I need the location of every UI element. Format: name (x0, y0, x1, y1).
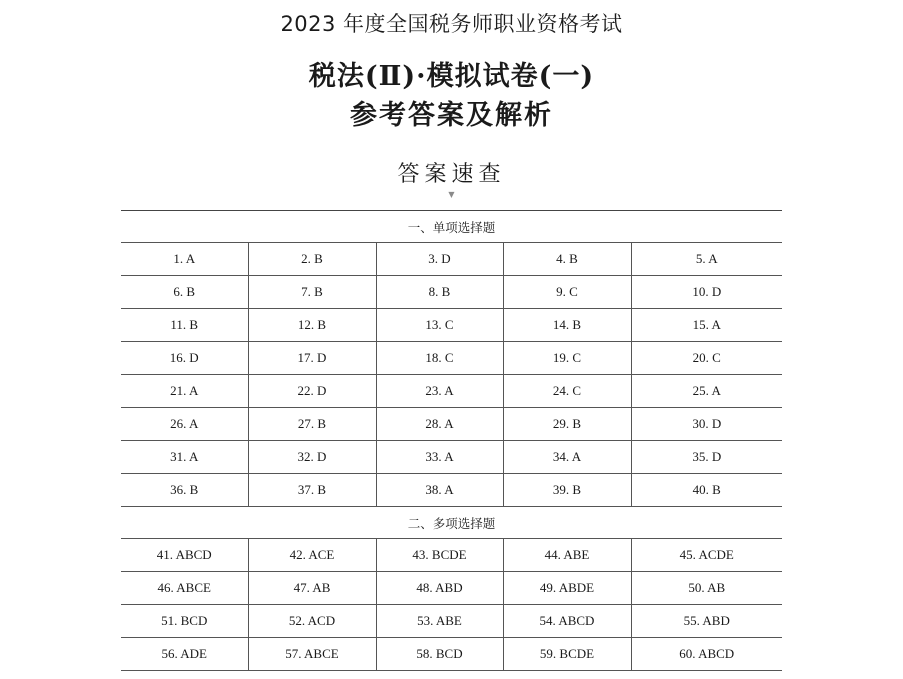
answer-cell: 33. A (376, 441, 503, 474)
answer-row (121, 408, 782, 441)
answer-cell: 29. B (503, 408, 631, 441)
answer-cell: 32. D (248, 441, 376, 474)
answer-cell: 36. B (121, 474, 248, 507)
answer-cell: 14. B (503, 309, 631, 342)
answer-cell: 2. B (248, 243, 376, 276)
answer-cell: 57. ABCE (248, 638, 376, 671)
answer-cell: 38. A (376, 474, 503, 507)
answer-cell: 13. C (376, 309, 503, 342)
answer-cell: 26. A (121, 408, 248, 441)
answer-cell: 4. B (503, 243, 631, 276)
quick-answer-heading: 答案速查 (397, 162, 506, 187)
answer-cell: 41. ABCD (121, 539, 248, 572)
answer-cell: 27. B (248, 408, 376, 441)
answer-cell: 45. ACDE (631, 539, 782, 572)
answer-cell: 5. A (631, 243, 782, 276)
answer-row (121, 605, 782, 638)
section-header-single-choice (121, 211, 782, 243)
answer-cell: 30. D (631, 408, 782, 441)
answer-cell: 54. ABCD (503, 605, 631, 638)
answer-row (121, 441, 782, 474)
answer-row (121, 243, 782, 276)
answer-row (121, 638, 782, 671)
answer-cell: 25. A (631, 375, 782, 408)
answer-table (121, 210, 782, 671)
answer-cell: 22. D (248, 375, 376, 408)
answer-row (121, 342, 782, 375)
answer-cell: 1. A (121, 243, 248, 276)
down-triangle-icon: ▼ (448, 190, 455, 199)
paper-title: 税法(Ⅱ)·模拟试卷(一) (308, 61, 595, 92)
answer-row (121, 474, 782, 507)
answer-cell: 15. A (631, 309, 782, 342)
answer-cell: 10. D (631, 276, 782, 309)
answer-cell: 42. ACE (248, 539, 376, 572)
paper-subtitle: 参考答案及解析 (350, 100, 553, 131)
answer-cell: 40. B (631, 474, 782, 507)
answer-cell: 53. ABE (376, 605, 503, 638)
answer-cell: 19. C (503, 342, 631, 375)
answer-cell: 8. B (376, 276, 503, 309)
answer-cell: 39. B (503, 474, 631, 507)
exam-title: 2023 年度全国税务师职业资格考试 (280, 12, 623, 36)
answer-row (121, 309, 782, 342)
answer-cell: 31. A (121, 441, 248, 474)
answer-cell: 56. ADE (121, 638, 248, 671)
answer-cell: 58. BCD (376, 638, 503, 671)
answer-cell: 35. D (631, 441, 782, 474)
answer-cell: 51. BCD (121, 605, 248, 638)
answer-cell: 23. A (376, 375, 503, 408)
answer-cell: 52. ACD (248, 605, 376, 638)
answer-cell: 17. D (248, 342, 376, 375)
answer-cell: 50. AB (631, 572, 782, 605)
answer-cell: 24. C (503, 375, 631, 408)
answer-cell: 11. B (121, 309, 248, 342)
answer-cell: 20. C (631, 342, 782, 375)
answer-cell: 28. A (376, 408, 503, 441)
answer-row (121, 572, 782, 605)
answer-cell: 6. B (121, 276, 248, 309)
section-title: 二、多项选择题 (121, 507, 782, 539)
answer-cell: 37. B (248, 474, 376, 507)
answer-cell: 46. ABCE (121, 572, 248, 605)
answer-cell: 48. ABD (376, 572, 503, 605)
answer-cell: 7. B (248, 276, 376, 309)
answer-row (121, 276, 782, 309)
answer-cell: 49. ABDE (503, 572, 631, 605)
answer-cell: 21. A (121, 375, 248, 408)
answer-cell: 12. B (248, 309, 376, 342)
answer-row (121, 375, 782, 408)
answer-cell: 3. D (376, 243, 503, 276)
answer-cell: 59. BCDE (503, 638, 631, 671)
answer-cell: 47. AB (248, 572, 376, 605)
answer-cell: 55. ABD (631, 605, 782, 638)
answer-row (121, 539, 782, 572)
section-header-multiple-choice (121, 507, 782, 539)
answer-cell: 16. D (121, 342, 248, 375)
section-title: 一、单项选择题 (121, 211, 782, 243)
answer-cell: 18. C (376, 342, 503, 375)
answer-cell: 60. ABCD (631, 638, 782, 671)
answer-cell: 34. A (503, 441, 631, 474)
answer-cell: 9. C (503, 276, 631, 309)
answer-cell: 43. BCDE (376, 539, 503, 572)
answer-cell: 44. ABE (503, 539, 631, 572)
